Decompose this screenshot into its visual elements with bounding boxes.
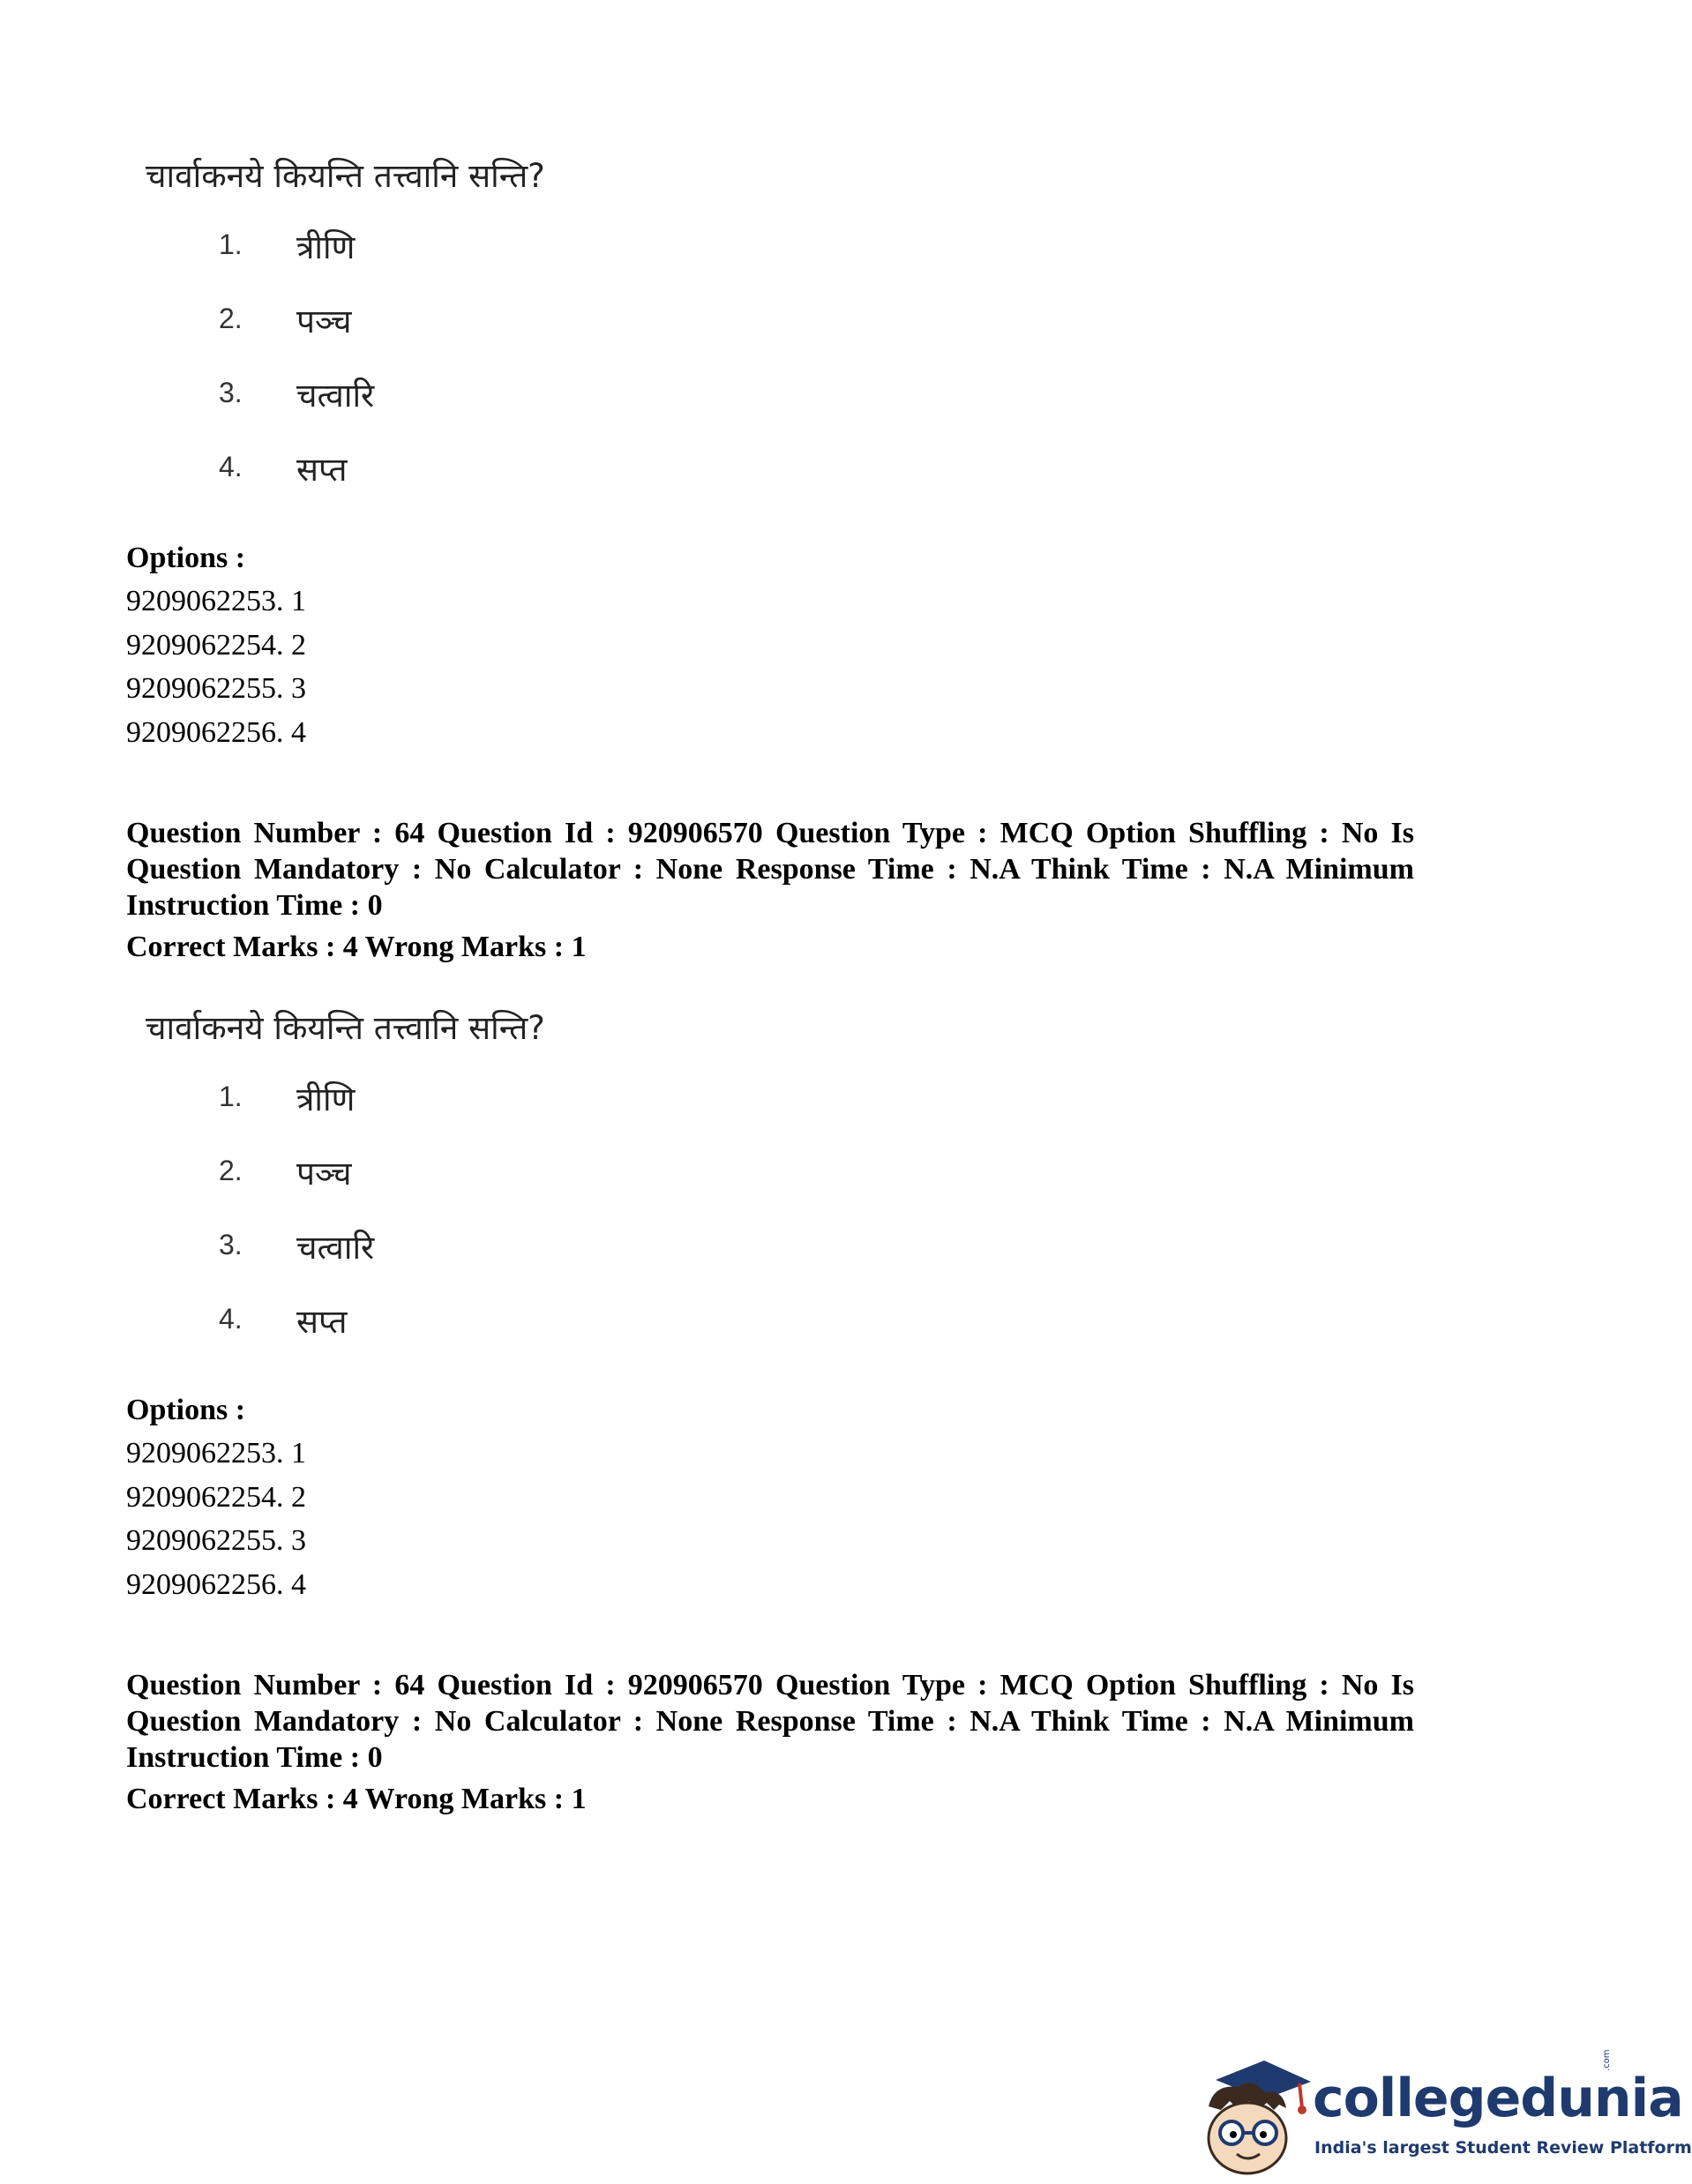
option-line: 9209062256. 4: [126, 1568, 306, 1601]
question-text: चार्वाकनये कियन्ति तत्त्वानि सन्ति?: [146, 157, 545, 195]
option-line: 9209062255. 3: [126, 1524, 306, 1557]
choice-text: पञ्च: [296, 1155, 352, 1193]
choice-number: 2.: [219, 1155, 243, 1186]
collegedunia-logo[interactable]: [1198, 2049, 1692, 2177]
option-line: 9209062254. 2: [126, 1481, 306, 1514]
option-line: 9209062256. 4: [126, 716, 306, 749]
options-label: Options :: [126, 542, 246, 574]
choice-number: 1.: [219, 228, 243, 260]
option-line: 9209062255. 3: [126, 672, 306, 705]
option-line: 9209062254. 2: [126, 629, 306, 662]
choice-text: सप्त: [296, 451, 348, 489]
choice-number: 2.: [219, 303, 243, 334]
options-label: Options :: [126, 1394, 246, 1426]
marks-line: Correct Marks : 4 Wrong Marks : 1: [126, 931, 587, 963]
logo-com: .com: [1602, 2049, 1612, 2071]
choice-number: 4.: [219, 1303, 243, 1335]
choice-text: सप्त: [296, 1303, 348, 1341]
choice-text: त्रीणि: [296, 1081, 356, 1118]
choice-number: 3.: [219, 1229, 243, 1260]
choice-text: त्रीणि: [296, 228, 356, 266]
question-metadata: Question Number : 64 Question Id : 920906570 Question Type : MCQ Option Shuffling : No Is Question Mandatory : No Calculator : None Response Time : N.A Think Time : N.A Minimum Instruction Time : 0: [126, 1669, 1414, 1774]
option-line: 9209062253. 1: [126, 585, 306, 617]
question-text: चार्वाकनये कियन्ति तत्त्वानि सन्ति?: [146, 1009, 545, 1047]
option-line: 9209062253. 1: [126, 1437, 306, 1470]
logo-tagline: India's largest Student Review Platform: [1314, 2138, 1692, 2158]
choice-text: चत्वारि: [296, 1229, 375, 1267]
logo-wordmark: collegedunia: [1313, 2068, 1683, 2129]
question-metadata: Question Number : 64 Question Id : 920906570 Question Type : MCQ Option Shuffling : No Is Question Mandatory : No Calculator : None Response Time : N.A Think Time : N.A Minimum Instruction Time : 0: [126, 817, 1414, 922]
choice-text: चत्वारि: [296, 377, 375, 415]
mascot-icon: [1198, 2053, 1313, 2177]
choice-number: 1.: [219, 1081, 243, 1112]
choice-number: 3.: [219, 377, 243, 408]
marks-line: Correct Marks : 4 Wrong Marks : 1: [126, 1783, 587, 1815]
choice-number: 4.: [219, 451, 243, 482]
choice-text: पञ्च: [296, 303, 352, 340]
